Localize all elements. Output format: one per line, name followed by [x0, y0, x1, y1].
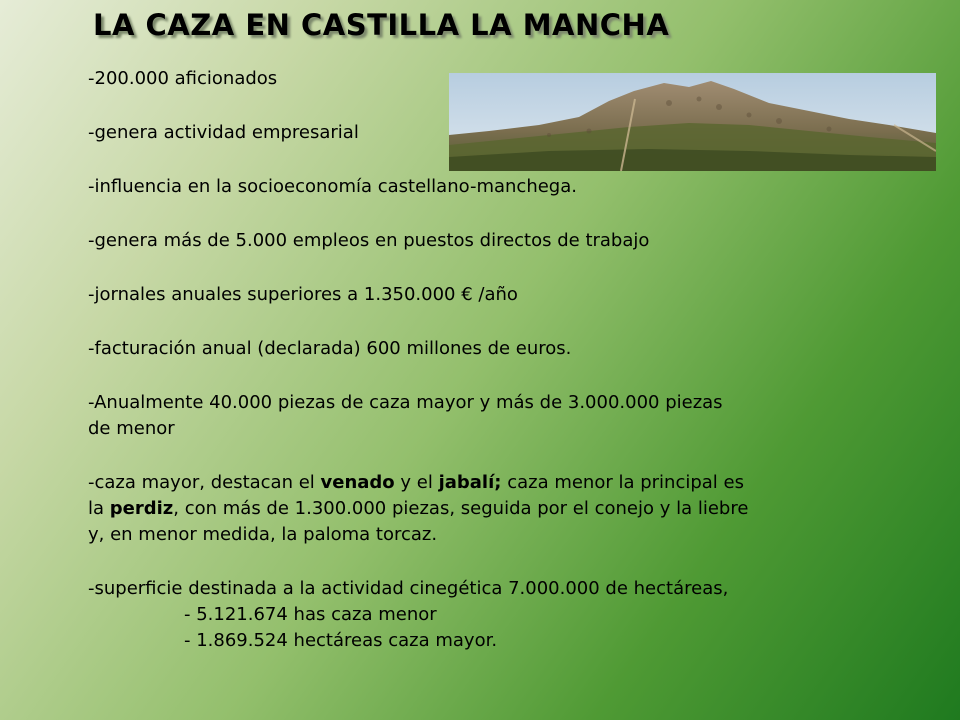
list-item-line: -superficie destinada a la actividad cinegética 7.000.000 de hectáreas, [88, 578, 729, 599]
list-item: -influencia en la socioeconomía castellano-manchega. [88, 176, 577, 197]
list-item: -200.000 aficionados [88, 68, 278, 89]
list-item: -genera actividad empresarial [88, 122, 359, 143]
slide-title: LA CAZA EN CASTILLA LA MANCHA [93, 8, 670, 42]
bullet-list [88, 66, 898, 654]
list-item: -genera más de 5.000 empleos en puestos directos de trabajo [88, 230, 650, 251]
text-segment: , con más de 1.300.000 piezas, seguida por el conejo y la liebre [173, 498, 749, 519]
text-segment: caza menor la principal es [501, 472, 744, 493]
list-item: -jornales anuales superiores a 1.350.000 € /año [88, 284, 518, 305]
text-segment: y, en menor medida, la paloma torcaz. [88, 524, 438, 545]
text-segment: la [88, 498, 110, 519]
list-item-line: de menor [88, 418, 175, 439]
text-segment: y el [394, 472, 439, 493]
list-item: -facturación anual (declarada) 600 millones de euros. [88, 338, 572, 359]
sub-item: - 1.869.524 hectáreas caza mayor. [184, 630, 498, 651]
highlight-venado: venado [320, 472, 395, 493]
highlight-perdiz: perdiz [109, 498, 174, 519]
highlight-jabali: jabalí; [438, 472, 502, 493]
list-item [88, 390, 898, 442]
text-segment: -caza mayor, destacan el [88, 472, 321, 493]
list-item [88, 470, 898, 548]
list-item-line: -Anualmente 40.000 piezas de caza mayor y más de 3.000.000 piezas [88, 392, 723, 413]
sub-item: - 5.121.674 has caza menor [184, 604, 437, 625]
list-item [88, 576, 898, 654]
